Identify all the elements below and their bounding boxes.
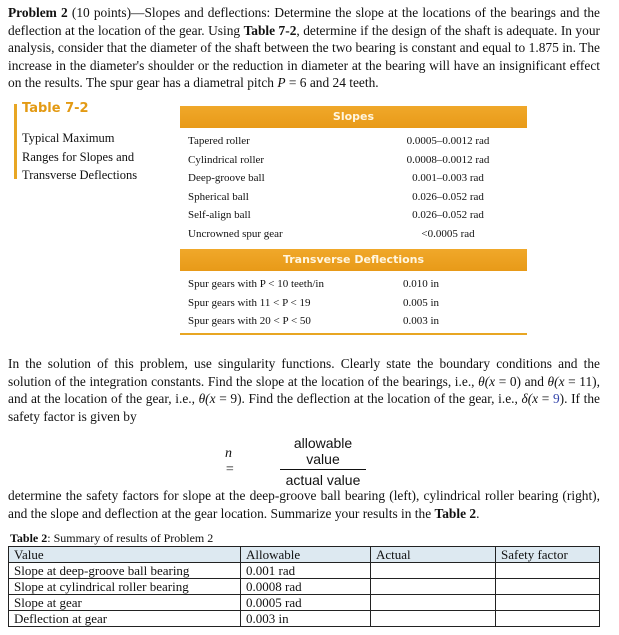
table-7-2-title: Table 7-2 bbox=[22, 101, 89, 116]
text: = 9). Find the deflection at the location of the gear, i.e., bbox=[215, 391, 522, 406]
row-value: 0.0008–0.0012 rad bbox=[406, 153, 490, 166]
row-item: Cylindrical roller bbox=[188, 153, 265, 166]
table-row bbox=[9, 563, 600, 579]
math: θ(x bbox=[198, 391, 216, 406]
table-bottom-rule bbox=[180, 333, 527, 335]
cell-allowable: 0.0005 rad bbox=[241, 595, 371, 611]
table-row bbox=[188, 228, 508, 247]
cell-safety[interactable] bbox=[496, 579, 600, 595]
row-value: <0.0005 rad bbox=[421, 227, 475, 240]
caption-text: : Summary of results of Problem 2 bbox=[47, 531, 214, 545]
deflection-rows bbox=[188, 278, 508, 334]
cell-value: Deflection at gear bbox=[9, 611, 241, 627]
cell-actual[interactable] bbox=[371, 563, 496, 579]
math: θ(x bbox=[478, 373, 496, 389]
cell-actual[interactable] bbox=[371, 595, 496, 611]
header-row bbox=[9, 547, 600, 563]
math: θ(x bbox=[547, 373, 565, 389]
text: = 0) and bbox=[495, 373, 548, 389]
p-variable: P bbox=[277, 75, 286, 90]
cell-value: Slope at deep-groove ball bearing bbox=[9, 563, 241, 579]
header-actual: Actual bbox=[371, 547, 496, 563]
cell-safety[interactable] bbox=[496, 611, 600, 627]
table-7-2-description: Typical Maximum Ranges for Slopes and Transverse Deflections bbox=[22, 131, 138, 182]
cell-value: Slope at cylindrical roller bearing bbox=[9, 579, 241, 595]
table-row bbox=[9, 595, 600, 611]
header-allowable: Allowable bbox=[241, 547, 371, 563]
math: δ(x bbox=[521, 391, 539, 406]
row-value: 0.026–0.052 rad bbox=[412, 209, 484, 221]
table-ref: Table 7-2 bbox=[243, 22, 297, 38]
row-value: 0.005 in bbox=[403, 296, 440, 309]
numerator: allowable value bbox=[280, 435, 366, 470]
row-value: 0.026–0.052 rad bbox=[412, 190, 484, 203]
row-value: 0.003 in bbox=[403, 315, 440, 327]
solution-instructions bbox=[8, 355, 600, 425]
problem-tail: = 6 and 24 teeth. bbox=[285, 75, 379, 90]
row-item: Uncrowned spur gear bbox=[188, 227, 283, 240]
caption-label: Table 2 bbox=[10, 531, 48, 545]
cell-actual[interactable] bbox=[371, 611, 496, 627]
row-value: 0.0005–0.0012 rad bbox=[406, 135, 490, 147]
table-row bbox=[188, 315, 508, 334]
row-item: Spherical ball bbox=[188, 190, 249, 203]
problem-intro: (10 points)—Slopes and deflections: Determine the slope at the locations of the bearings and the deflection at the location of the gear. Using bbox=[8, 5, 600, 38]
text: = bbox=[538, 391, 553, 406]
row-item: Spur gears with P < 10 teeth/in bbox=[188, 278, 324, 290]
cell-allowable: 0.0008 rad bbox=[241, 579, 371, 595]
summary-instructions bbox=[8, 487, 600, 522]
slopes-header: Slopes bbox=[180, 106, 527, 128]
table-row bbox=[188, 297, 508, 316]
table-row bbox=[188, 135, 508, 154]
table-2-caption bbox=[10, 531, 213, 546]
table-row bbox=[9, 611, 600, 627]
denominator: actual value bbox=[285, 472, 361, 488]
row-item: Tapered roller bbox=[188, 135, 250, 147]
slopes-rows bbox=[188, 135, 508, 246]
results-table bbox=[8, 546, 600, 627]
text: = 11), and at the location of the gear, i.e., bbox=[8, 373, 600, 406]
row-item: Self-align ball bbox=[188, 209, 251, 221]
text: determine the safety factors for slope at the deep-groove ball bearing (left), cylindrical roller bearing (right), and the slope and deflection at the gear location. Summarize your results in the bbox=[8, 488, 600, 521]
table-accent-bar bbox=[14, 104, 17, 179]
table-row bbox=[188, 172, 508, 191]
formula-lhs: n = bbox=[225, 446, 235, 477]
fraction bbox=[280, 435, 366, 488]
deflections-header: Transverse Deflections bbox=[180, 249, 527, 271]
cell-safety[interactable] bbox=[496, 563, 600, 579]
math: 9 bbox=[552, 391, 560, 406]
cell-allowable: 0.001 rad bbox=[241, 563, 371, 579]
header-value: Value bbox=[9, 547, 241, 563]
text: . bbox=[476, 505, 480, 521]
table-row bbox=[188, 278, 508, 297]
problem-label: Problem 2 bbox=[8, 5, 68, 20]
cell-value: Slope at gear bbox=[9, 595, 241, 611]
problem-rest: , determine if the design of the shaft is adequate. In your analysis, consider that the diameter of the shaft between the two bearing is constant and equal to 1.875 in. The increase in the diameter's shoulder or the reduction in diameter at the bearing will have an insignificant effect on the results. The spur gear has a diametral pitch bbox=[8, 22, 600, 90]
cell-actual[interactable] bbox=[371, 579, 496, 595]
header-safety-factor: Safety factor bbox=[496, 547, 600, 563]
text: ). If the safety factor is given by bbox=[8, 391, 600, 424]
row-value: 0.001–0.003 rad bbox=[412, 172, 484, 184]
row-item: Spur gears with 20 < P < 50 bbox=[188, 315, 311, 327]
cell-safety[interactable] bbox=[496, 595, 600, 611]
table-row bbox=[9, 579, 600, 595]
text: In the solution of this problem, use singularity functions. Clearly state the boundary conditions and the solution of the integration constants. Find the slope at the location of the bearings, i.e., bbox=[8, 356, 600, 389]
cell-allowable: 0.003 in bbox=[241, 611, 371, 627]
table-row bbox=[188, 191, 508, 210]
table-ref: Table 2 bbox=[434, 505, 477, 521]
table-row bbox=[188, 154, 508, 173]
problem-statement bbox=[8, 4, 600, 92]
table-row bbox=[188, 209, 508, 228]
row-item: Deep-groove ball bbox=[188, 172, 265, 184]
row-value: 0.010 in bbox=[403, 278, 440, 290]
row-item: Spur gears with 11 < P < 19 bbox=[188, 296, 311, 309]
